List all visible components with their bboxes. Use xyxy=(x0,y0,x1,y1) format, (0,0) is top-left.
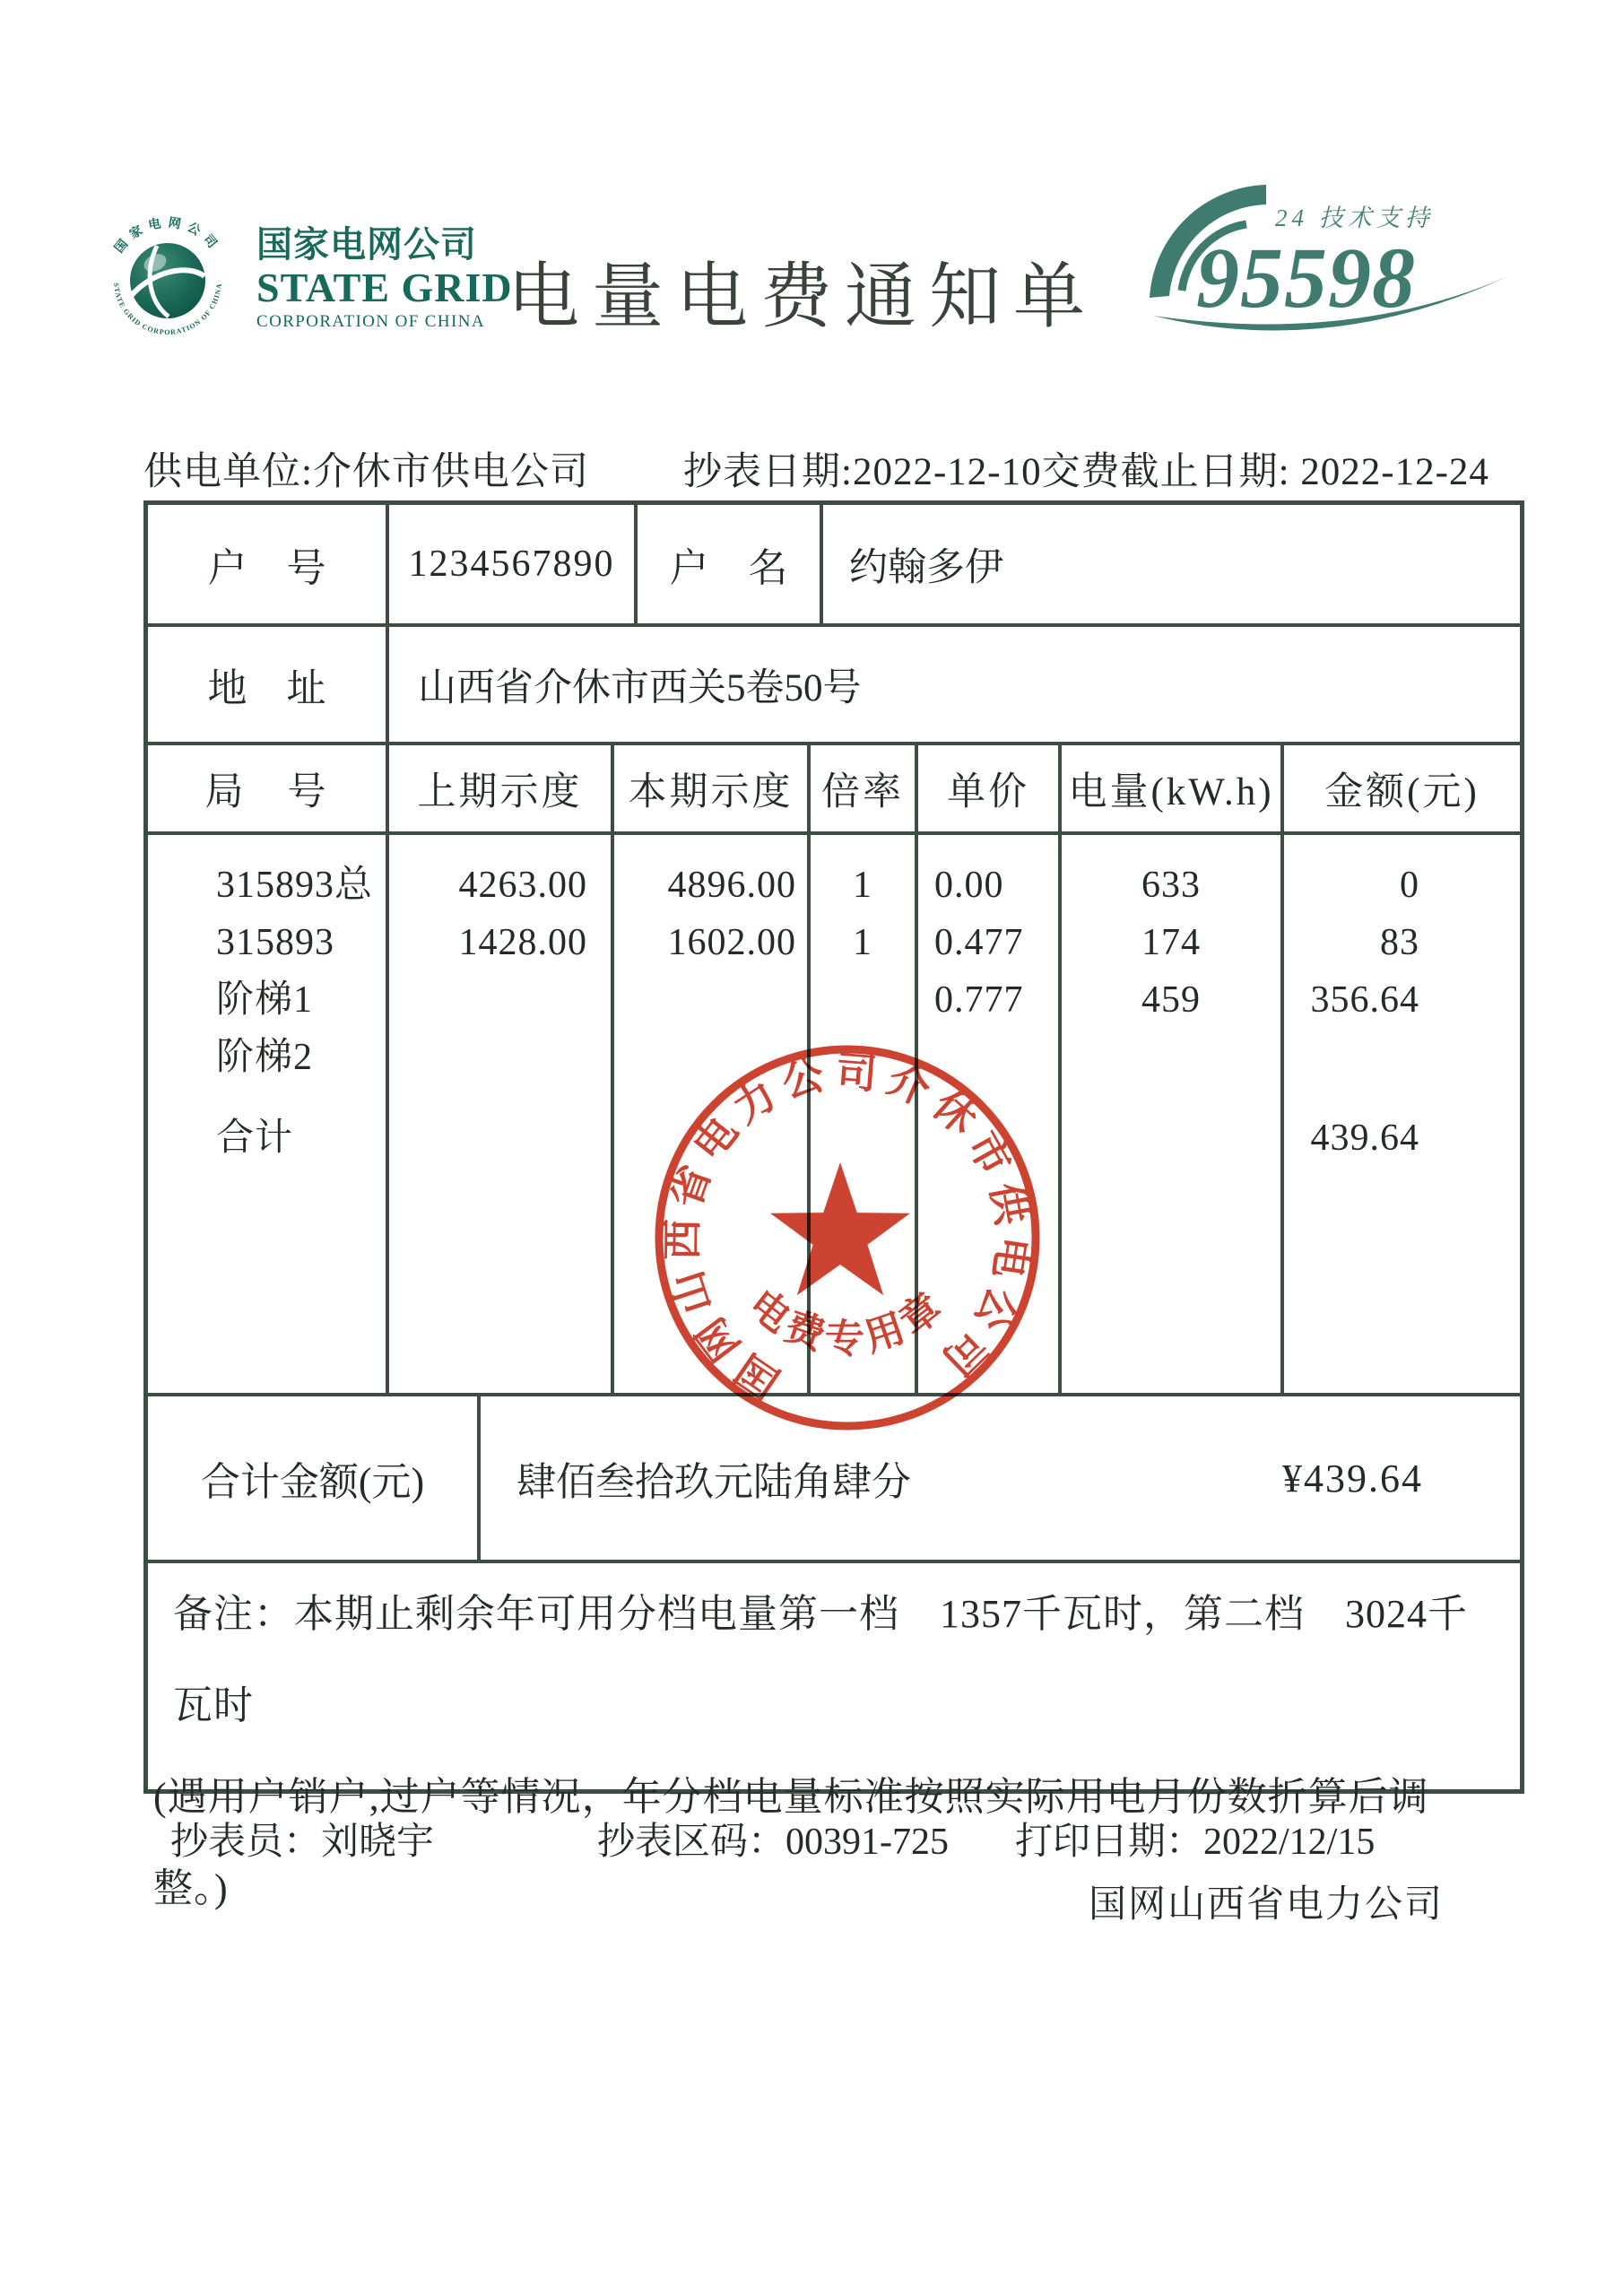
hotline-caption: 24 技术支持 xyxy=(1275,204,1434,231)
account-row xyxy=(148,505,1520,623)
amount-value: 83 xyxy=(1380,922,1419,963)
meter-id-line: 阶梯2 xyxy=(216,1037,314,1078)
reading-dates-text: 抄表日期:2022-12-10交费截止日期: 2022-12-24 xyxy=(683,451,1489,493)
meter-header-row xyxy=(148,742,1520,831)
hotline-95598-logo xyxy=(1141,181,1517,344)
address-value: 山西省介休市西关5卷50号 xyxy=(386,627,1520,742)
prev-reading-column xyxy=(386,835,611,1393)
account-no-label: 户 号 xyxy=(207,546,326,590)
emblem-ring-bottom-text: STATE GRID CORPORATION OF CHINA xyxy=(112,282,224,337)
col-header-energy: 电量(kW.h) xyxy=(1058,745,1280,831)
electricity-fee-seal xyxy=(650,1031,1045,1449)
meter-reader-text: 抄表员：刘晓宇 xyxy=(170,1822,435,1863)
col-header-amount: 金额(元) xyxy=(1280,745,1520,831)
amount-column xyxy=(1280,835,1520,1393)
meter-id-column xyxy=(148,835,386,1393)
print-date-text: 打印日期：2022/12/15 xyxy=(1015,1822,1376,1863)
account-name-value: 约翰多伊 xyxy=(820,505,1520,623)
reading-zone-text: 抄表区码：00391-725 xyxy=(597,1822,949,1863)
remarks-line-2: (遇用户销户,过户等情况，年分档电量标准按照实际用电月份数折算后调整。) xyxy=(153,1775,1429,1910)
seal-star-icon xyxy=(770,1162,910,1295)
grand-total-label: 合计金额(元) xyxy=(200,1460,425,1504)
price-value: 0.477 xyxy=(934,922,1024,963)
address-row xyxy=(148,623,1520,742)
remarks-line-1: 备注：本期止剩余年可用分档电量第一档 1357千瓦时，第二档 3024千瓦时 xyxy=(173,1592,1468,1727)
col-header-ratio: 倍率 xyxy=(807,745,915,831)
curr-reading-value: 4896.00 xyxy=(667,865,796,906)
energy-column xyxy=(1058,835,1280,1393)
brand-name-en: STATE GRID xyxy=(256,265,513,310)
supply-unit-text: 供电单位:介休市供电公司 xyxy=(143,451,589,493)
page-title: 电量电费通知单 xyxy=(508,258,1098,337)
brand-wordmark xyxy=(256,224,513,334)
amount-numeric: ¥439.64 xyxy=(1282,1456,1423,1500)
energy-value: 174 xyxy=(1141,922,1201,963)
brand-name-cn: 国家电网公司 xyxy=(256,225,477,265)
amount-value: 356.64 xyxy=(1310,979,1419,1021)
meter-id-line: 315893总 xyxy=(216,865,374,906)
meter-id-line: 阶梯1 xyxy=(216,979,314,1021)
account-no-value: 1234567890 xyxy=(386,505,634,623)
total-row-label: 合计 xyxy=(216,1118,294,1159)
address-label: 地 址 xyxy=(207,666,326,710)
amount-in-words: 肆佰叁拾玖元陆角肆分 xyxy=(516,1460,911,1504)
meter-id-line: 315893 xyxy=(216,922,334,963)
ratio-value: 1 xyxy=(853,865,872,906)
energy-value: 633 xyxy=(1141,865,1201,906)
prev-reading-value: 1428.00 xyxy=(458,922,587,963)
col-header-price: 单价 xyxy=(915,745,1058,831)
total-row-amount: 439.64 xyxy=(1310,1118,1419,1159)
ratio-value: 1 xyxy=(853,922,872,963)
hotline-number: 95598 xyxy=(1196,230,1416,326)
col-header-meter-id: 局 号 xyxy=(204,770,329,813)
price-value: 0.00 xyxy=(934,865,1004,906)
footer-line xyxy=(143,1812,1524,1863)
energy-value: 459 xyxy=(1141,979,1201,1021)
info-line xyxy=(143,441,1528,493)
prev-reading-value: 4263.00 xyxy=(458,865,587,906)
col-header-curr-reading: 本期示度 xyxy=(611,745,807,831)
brand-name-sub: CORPORATION OF CHINA xyxy=(256,312,485,331)
seal-ring-text: 国网山西省电力公司介休市供电公司 xyxy=(658,1048,1037,1407)
state-grid-emblem-icon xyxy=(100,210,235,350)
seal-bottom-text: 电费专用章 xyxy=(740,1282,955,1361)
company-signature: 国网山西省电力公司 xyxy=(1088,1884,1444,1926)
emblem-ring-top-text: 国家电网公司 xyxy=(112,216,223,257)
emblem-globe xyxy=(130,243,205,318)
account-name-label: 户 名 xyxy=(634,505,820,623)
col-header-prev-reading: 上期示度 xyxy=(386,745,611,831)
amount-value: 0 xyxy=(1400,865,1419,906)
price-value: 0.777 xyxy=(934,979,1024,1021)
amount-spacer xyxy=(1284,1029,1419,1086)
curr-reading-value: 1602.00 xyxy=(667,922,796,963)
